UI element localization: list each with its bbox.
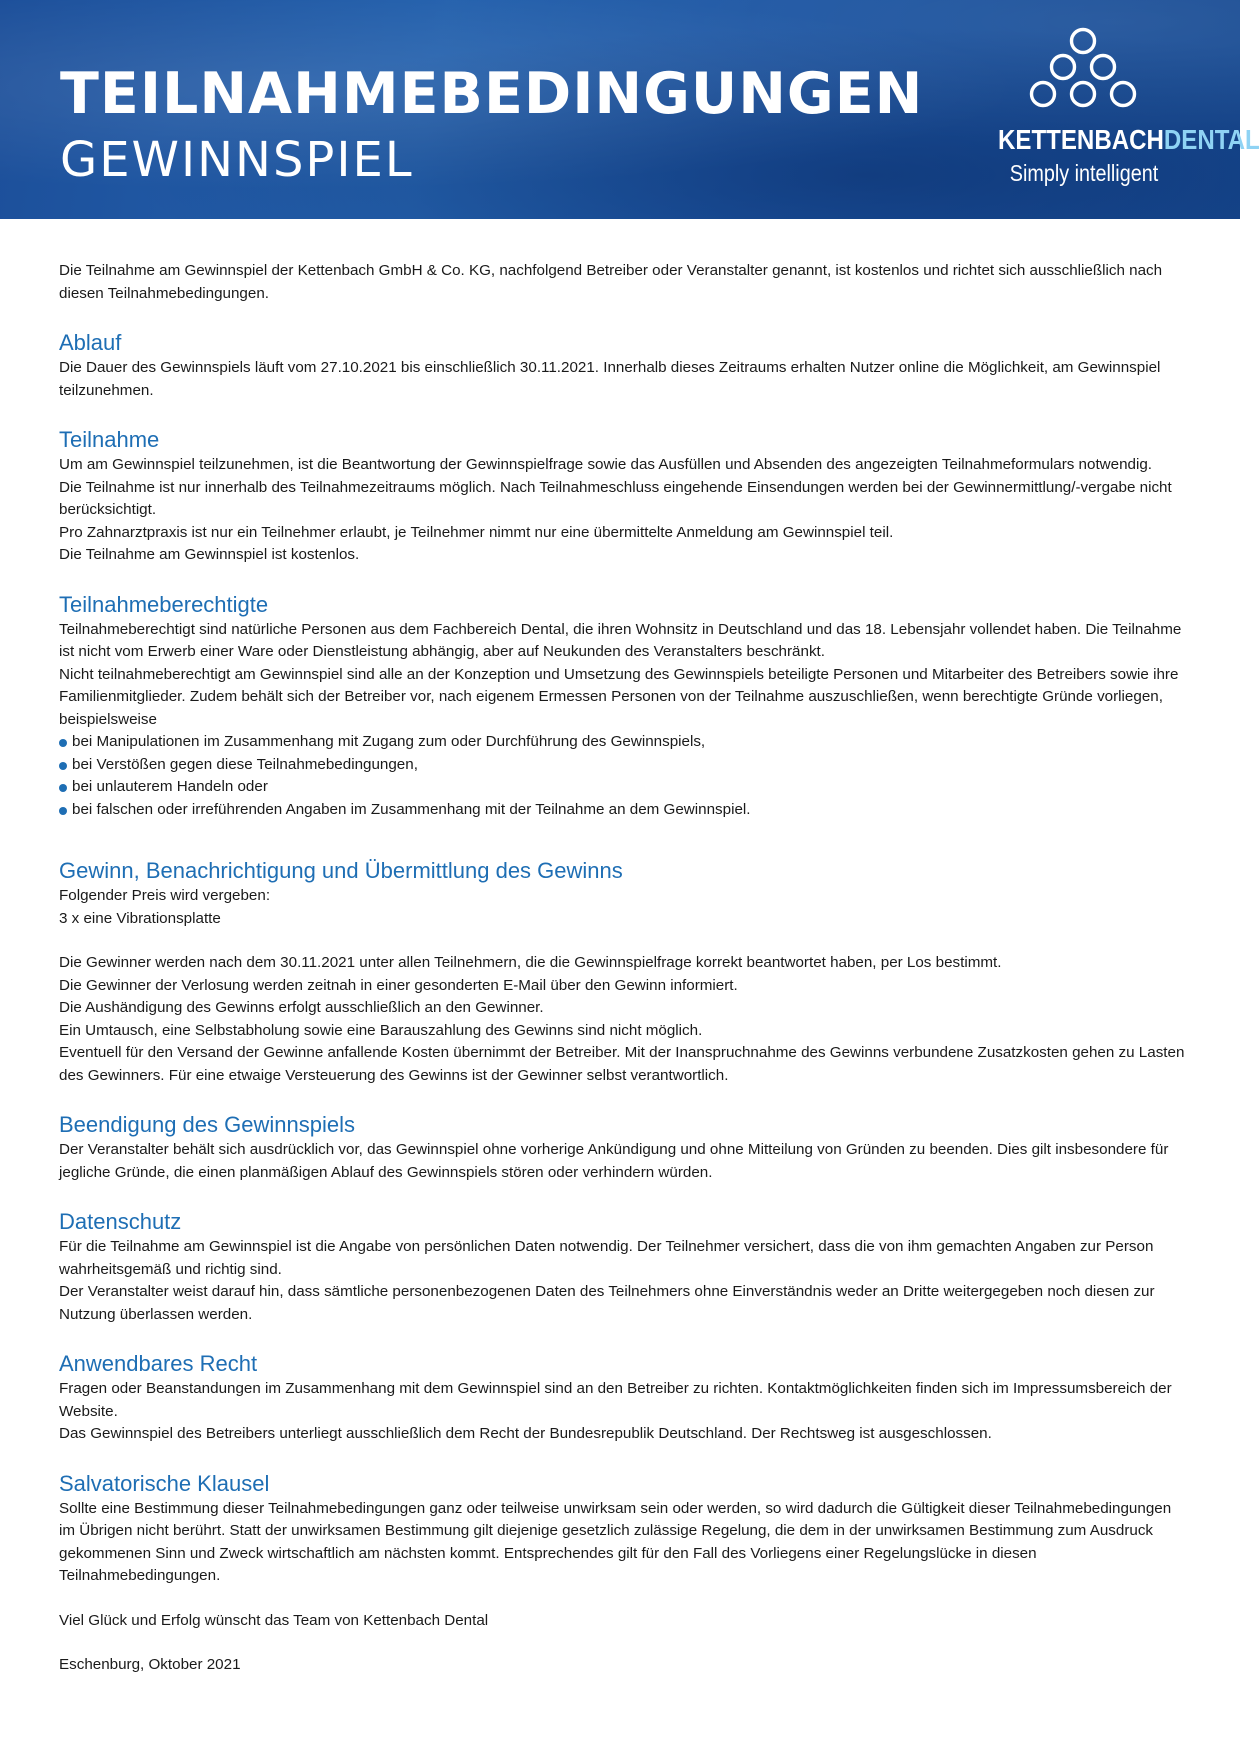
section-heading: Datenschutz [59,1209,182,1234]
prize: 3 x eine Vibrationsplatte [59,909,221,927]
list-item [59,799,1189,822]
paragraph: Pro Zahnarztpraxis ist nur ein Teilnehmer erlaubt, je Teilnehmer nimmt nur eine übermittelte Anmeldung am Gewinnspiel teil. [59,523,894,541]
logo-ring [1072,30,1095,53]
section-heading: Ablauf [59,330,122,355]
list-item [59,731,1189,754]
intro-paragraph: Die Teilnahme am Gewinnspiel der Kettenbach GmbH & Co. KG, nachfolgend Betreiber oder Veranstalter genannt, ist kostenlos und richtet sich ausschließlich nach diesen Teilnahmebedingungen. [59,262,1163,302]
bullet-dot-icon [59,739,67,747]
logo-ring [1072,83,1095,106]
logo-ring [1032,83,1055,106]
exclusion-list [59,731,1189,821]
section-heading: Beendigung des Gewinnspiels [59,1112,355,1137]
paragraph: Die Teilnahme ist nur innerhalb des Teilnahmezeitraums möglich. Nach Teilnahmeschluss eingehende Einsendungen werden bei der Gewinnermittlung/-vergabe nicht berücksichtigt. [59,478,1172,518]
paragraph: Der Veranstalter behält sich ausdrücklich vor, das Gewinnspiel ohne vorherige Ankündigung und ohne Mitteilung von Gründen zu beenden. Dies gilt insbesondere für jegliche Gründe, die einen planmäßigen Ablauf des Gewinnspiels stören oder verhindern würden. [59,1141,1169,1181]
brand-wordmark-part1: KETTENBACH [998,124,1164,155]
section-teilnahmeberechtigte [59,591,1189,822]
list-item [59,754,1189,777]
document-title: TEILNAHMEBEDINGUNGEN [60,61,924,127]
list-item [59,776,1189,799]
paragraph: Sollte eine Bestimmung dieser Teilnahmebedingungen ganz oder teilweise unwirksam sein oder werden, so wird dadurch die Gültigkeit dieser Teilnahmebedingungen im Übrigen nicht berührt. Statt der unwirksamen Bestimmung gilt diejenige gesetzlich zulässige Regelung, die dem in der unwirksamen Bestimmung zum Ausdruck gekommenen Sinn und Zweck wirtschaftlich am nächsten kommt. Entsprechendes gilt für den Fall des Vorliegens einer Regelungslücke in diesen Teilnahmebedingungen. [59,1499,1172,1584]
section-ablauf [59,329,1189,402]
brand-wordmark-part2: DENTAL [1163,124,1260,155]
bullet-dot-icon [59,807,67,815]
logo-ring [1092,56,1115,79]
paragraph: Die Gewinner der Verlosung werden zeitnah in einer gesonderten E-Mail über den Gewinn informiert. [59,976,738,994]
place-and-date: Eschenburg, Oktober 2021 [59,1656,241,1673]
logo-ring [1052,56,1075,79]
spacer [59,1588,1189,1610]
paragraph: Das Gewinnspiel des Betreibers unterliegt ausschließlich dem Recht der Bundesrepublik Deutschland. Der Rechtsweg ist ausgeschlossen. [59,1425,992,1442]
logo-ring [1112,83,1135,106]
paragraph: Die Dauer des Gewinnspiels läuft vom 27.10.2021 bis einschließlich 30.11.2021. Innerhalb dieses Zeitraums erhalten Nutzer online die Möglichkeit, am Gewinnspiel teilzunehmen. [59,359,1161,399]
paragraph: Um am Gewinnspiel teilzunehmen, ist die Beantwortung der Gewinnspielfrage sowie das Ausfüllen und Absenden des angezeigten Teilnahmeformulars notwendig. [59,456,1153,473]
spacer [59,930,1189,952]
paragraph: Für die Teilnahme am Gewinnspiel ist die Angabe von persönlichen Daten notwendig. Der Teilnehmer versichert, dass die von ihm gemachten Angaben zur Person wahrheitsgemäß und richtig sind. [59,1238,1154,1278]
paragraph: Die Aushändigung des Gewinns erfolgt ausschließlich an den Gewinner. [59,999,544,1016]
section-teilnahme [59,426,1189,567]
section-datenschutz [59,1208,1189,1326]
section-gewinn [59,857,1189,1087]
list-item-text: bei unlauterem Handeln oder [72,778,268,795]
section-heading: Salvatorische Klausel [59,1470,270,1496]
page-header [0,0,1260,219]
section-heading: Gewinn, Benachrichtigung und Übermittlung des Gewinns [59,858,623,883]
section-salvatorische-klausel [59,1470,1189,1588]
paragraph: Der Veranstalter weist darauf hin, dass sämtliche personenbezogenen Daten des Teilnehmers ohne Einverständnis weder an Dritte weitergegeben noch diesen zur Nutzung überlassen werden. [59,1283,1155,1323]
six-rings-pyramid-icon [1022,26,1144,122]
list-item-text: bei Manipulationen im Zusammenhang mit Zugang zum oder Durchführung des Gewinnspiels, [72,733,706,750]
closing-line: Viel Glück und Erfolg wünscht das Team von Kettenbach Dental [59,1611,489,1629]
paragraph: Teilnahmeberechtigt sind natürliche Personen aus dem Fachbereich Dental, die ihren Wohnsitz in Deutschland und das 18. Lebensjahr vollendet haben. Die Teilnahme ist nicht vom Erwerb einer Ware oder Dienstleistung abhängig, aber auf Neukunden des Veranstalters beschränkt. [59,620,1182,660]
paragraph: Fragen oder Beanstandungen im Zusammenhang mit dem Gewinnspiel sind an den Betreiber zu richten. Kontaktmöglichkeiten finden sich im Impressumsbereich der Website. [59,1380,1172,1420]
paragraph: Die Teilnahme am Gewinnspiel ist kostenlos. [59,546,360,563]
paragraph: Nicht teilnahmeberechtigt am Gewinnspiel sind alle an der Konzeption und Umsetzung des Gewinnspiels beteiligte Personen und Mitarbeiter des Betreibers sowie ihre Familienmitglieder. Zudem behält sich der Betreiber vor, nach eigenem Ermessen Personen von der Teilnahme auszuschließen, wenn berechtigte Gründe vorliegen, beispielsweise [59,665,1179,728]
section-anwendbares-recht [59,1350,1189,1446]
list-item-text: bei Verstößen gegen diese Teilnahmebedingungen, [72,755,418,773]
document-body [59,260,1189,1677]
section-heading: Teilnahmeberechtigte [59,591,269,617]
list-item-text: bei falschen oder irreführenden Angaben im Zusammenhang mit der Teilnahme an dem Gewinnspiel. [72,800,751,818]
document-subtitle: GEWINNSPIEL [60,132,414,188]
paragraph: Die Gewinner werden nach dem 30.11.2021 unter allen Teilnehmern, die die Gewinnspielfrage korrekt beantwortet haben, per Los bestimmt. [59,954,1002,971]
brand-wordmark [998,124,1260,156]
spacer [59,1632,1189,1654]
paragraph: Ein Umtausch, eine Selbstabholung sowie eine Barauszahlung des Gewinns sind nicht möglich. [59,1021,703,1039]
section-heading: Teilnahme [59,427,160,452]
prize-intro: Folgender Preis wird vergeben: [59,887,271,904]
bullet-dot-icon [59,762,67,770]
paragraph: Eventuell für den Versand der Gewinne anfallende Kosten übernimmt der Betreiber. Mit der Inanspruchnahme des Gewinns verbundene Zusatzkosten gehen zu Lasten des Gewinners. Für eine etwaige Versteuerung des Gewinns ist der Gewinner selbst verantwortlich. [59,1044,1185,1084]
brand-tagline: Simply intelligent [1009,160,1159,186]
section-heading: Anwendbares Recht [59,1351,258,1376]
section-beendigung [59,1111,1189,1184]
bullet-dot-icon [59,784,67,792]
